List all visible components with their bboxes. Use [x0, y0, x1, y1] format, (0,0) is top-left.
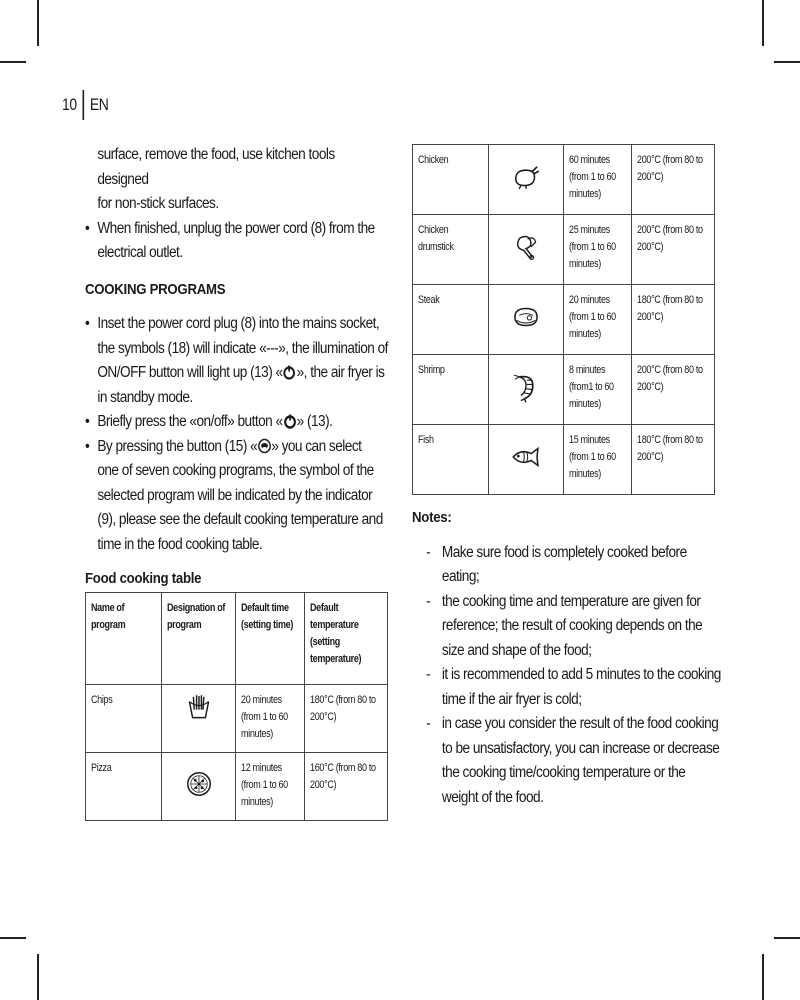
text-segment: Briefly press the «on/off» button «	[97, 413, 283, 430]
power-button-icon	[283, 364, 297, 380]
crop-mark	[0, 61, 26, 63]
list-item	[426, 590, 729, 664]
intro-paragraph	[85, 143, 389, 217]
default-temp-cell: 180°C (from 80 to 200°C)	[305, 685, 388, 753]
default-time-cell: 15 minutes (from 1 to 60 minutes)	[563, 425, 632, 495]
dash-mark: -	[426, 715, 431, 732]
left-text-block	[85, 143, 389, 592]
text-line: time if the air fryer is cold;	[441, 690, 582, 708]
list-item	[85, 435, 389, 558]
crop-mark	[762, 954, 764, 1000]
text-line: weight of the food.	[441, 788, 544, 806]
column-header: Default temperature (setting temperature)	[305, 593, 388, 685]
column-header: Default time (setting time)	[236, 593, 305, 685]
program-name-cell: Chips	[86, 685, 162, 753]
language-code: EN	[89, 95, 109, 114]
text-segment: ON/OFF button will light up (13) «	[97, 364, 283, 381]
text-line: the symbols (18) will indicate «---», the illumination of	[97, 339, 388, 357]
drumstick-icon	[510, 231, 542, 263]
program-name-cell: Fish	[413, 425, 489, 495]
notes-text-block	[412, 506, 729, 810]
program-button-icon	[257, 438, 271, 454]
cooking-programs-list	[85, 312, 389, 557]
food-cooking-table-part2	[412, 144, 715, 495]
steak-icon	[509, 300, 543, 334]
crop-mark	[37, 954, 39, 1000]
crop-mark	[774, 937, 800, 939]
text-line: the cooking time and temperature are given for	[441, 592, 701, 610]
list-item	[85, 410, 389, 435]
bullet-mark: •	[85, 219, 90, 237]
bullet-mark: •	[85, 413, 90, 430]
page-header	[62, 90, 108, 120]
default-temp-cell: 200°C (from 80 to 200°C)	[632, 145, 715, 215]
program-name-cell: Shrimp	[413, 355, 489, 425]
program-name-cell: Pizza	[86, 753, 162, 821]
crop-mark	[762, 0, 764, 46]
text-segment: » you can select	[271, 437, 362, 455]
text-line: When finished, unplug the power cord (8) from the	[97, 219, 375, 237]
list-item	[85, 217, 389, 266]
program-icon-cell	[488, 425, 563, 495]
list-item	[85, 312, 389, 410]
program-icon-cell	[488, 285, 563, 355]
list-item	[426, 541, 729, 590]
text-line: (9), please see the default cooking temperature and	[97, 511, 383, 528]
crop-mark	[774, 61, 800, 63]
table-row	[86, 753, 388, 821]
fish-icon	[509, 440, 543, 474]
default-time-cell: 12 minutes (from 1 to 60 minutes)	[236, 753, 305, 821]
program-name-cell: Chicken drumstick	[413, 215, 489, 285]
chicken-icon	[509, 160, 543, 194]
default-temp-cell: 180°C (from 80 to 200°C)	[632, 425, 715, 495]
section-title: COOKING PROGRAMS	[85, 280, 226, 298]
text-segment: By pressing the button (15) «	[97, 437, 258, 455]
table-row	[413, 425, 715, 495]
shrimp-icon	[509, 370, 543, 404]
program-name-cell: Chicken	[413, 145, 489, 215]
text-line: one of seven cooking programs, the symbol of the	[97, 462, 374, 479]
text-line: Make sure food is completely cooked before	[441, 543, 687, 561]
program-icon-cell	[161, 685, 236, 753]
text-line: to be unsatisfactory, you can increase or decrease	[441, 739, 720, 757]
unplug-list	[85, 217, 389, 266]
text-line: reference; the result of cooking depends on the	[441, 617, 703, 634]
program-name-cell: Steak	[413, 285, 489, 355]
table-row	[413, 355, 715, 425]
pizza-icon	[184, 769, 214, 799]
table-header-row	[86, 593, 388, 685]
column-header: Name of program	[86, 593, 162, 685]
text-line	[97, 435, 388, 460]
bullet-mark: •	[85, 315, 90, 332]
left-column	[85, 143, 388, 592]
crop-mark	[0, 937, 26, 939]
power-button-icon	[283, 413, 297, 429]
notes-list	[412, 541, 729, 811]
default-time-cell: 20 minutes (from 1 to 60 minutes)	[236, 685, 305, 753]
text-line: in standby mode.	[97, 388, 193, 406]
header-separator	[82, 90, 84, 120]
column-header: Designation of program	[161, 593, 236, 685]
text-line	[97, 410, 388, 435]
default-time-cell: 8 minutes (from1 to 60 minutes)	[563, 355, 632, 425]
text-line: for non-stick surfaces.	[97, 195, 219, 212]
default-temp-cell: 200°C (from 80 to 200°C)	[632, 355, 715, 425]
dash-mark: -	[426, 666, 431, 683]
text-line: Inset the power cord plug (8) into the mains socket,	[97, 315, 380, 332]
page-number: 10	[62, 95, 77, 114]
list-item	[426, 663, 729, 712]
notes-title: Notes:	[412, 509, 452, 526]
default-time-cell: 60 minutes (from 1 to 60 minutes)	[563, 145, 632, 215]
text-line: eating;	[441, 568, 480, 585]
dash-mark: -	[426, 543, 431, 561]
table-row	[413, 285, 715, 355]
text-line: the cooking time/cooking temperature or the	[441, 764, 686, 781]
default-time-cell: 20 minutes (from 1 to 60 minutes)	[563, 285, 632, 355]
text-line: selected program will be indicated by the indicator	[97, 486, 373, 504]
table-row	[413, 145, 715, 215]
food-cooking-table-part1	[85, 592, 388, 821]
program-icon-cell	[488, 145, 563, 215]
fries-icon	[183, 692, 215, 724]
default-temp-cell: 180°C (from 80 to 200°C)	[632, 285, 715, 355]
table-title: Food cooking table	[85, 570, 202, 587]
notes-section	[412, 506, 772, 810]
program-icon-cell	[488, 355, 563, 425]
text-line: surface, remove the food, use kitchen tools designed	[97, 146, 335, 188]
table-row	[413, 215, 715, 285]
list-item	[426, 712, 729, 810]
program-icon-cell	[488, 215, 563, 285]
program-icon-cell	[161, 753, 236, 821]
default-temp-cell: 200°C (from 80 to 200°C)	[632, 215, 715, 285]
text-line: in case you consider the result of the food cooking	[441, 715, 719, 732]
text-segment: » (13).	[296, 413, 333, 430]
default-time-cell: 25 minutes (from 1 to 60 minutes)	[563, 215, 632, 285]
dash-mark: -	[426, 592, 431, 610]
text-segment: », the air fryer is	[296, 364, 385, 381]
text-line: time in the food cooking table.	[97, 535, 263, 553]
text-line: size and shape of the food;	[441, 641, 592, 659]
bullet-mark: •	[85, 437, 90, 455]
table-row	[86, 685, 388, 753]
default-temp-cell: 160°C (from 80 to 200°C)	[305, 753, 388, 821]
crop-mark	[37, 0, 39, 46]
text-line: it is recommended to add 5 minutes to the cooking	[441, 666, 721, 683]
text-line	[97, 361, 388, 386]
text-line: electrical outlet.	[97, 244, 183, 261]
